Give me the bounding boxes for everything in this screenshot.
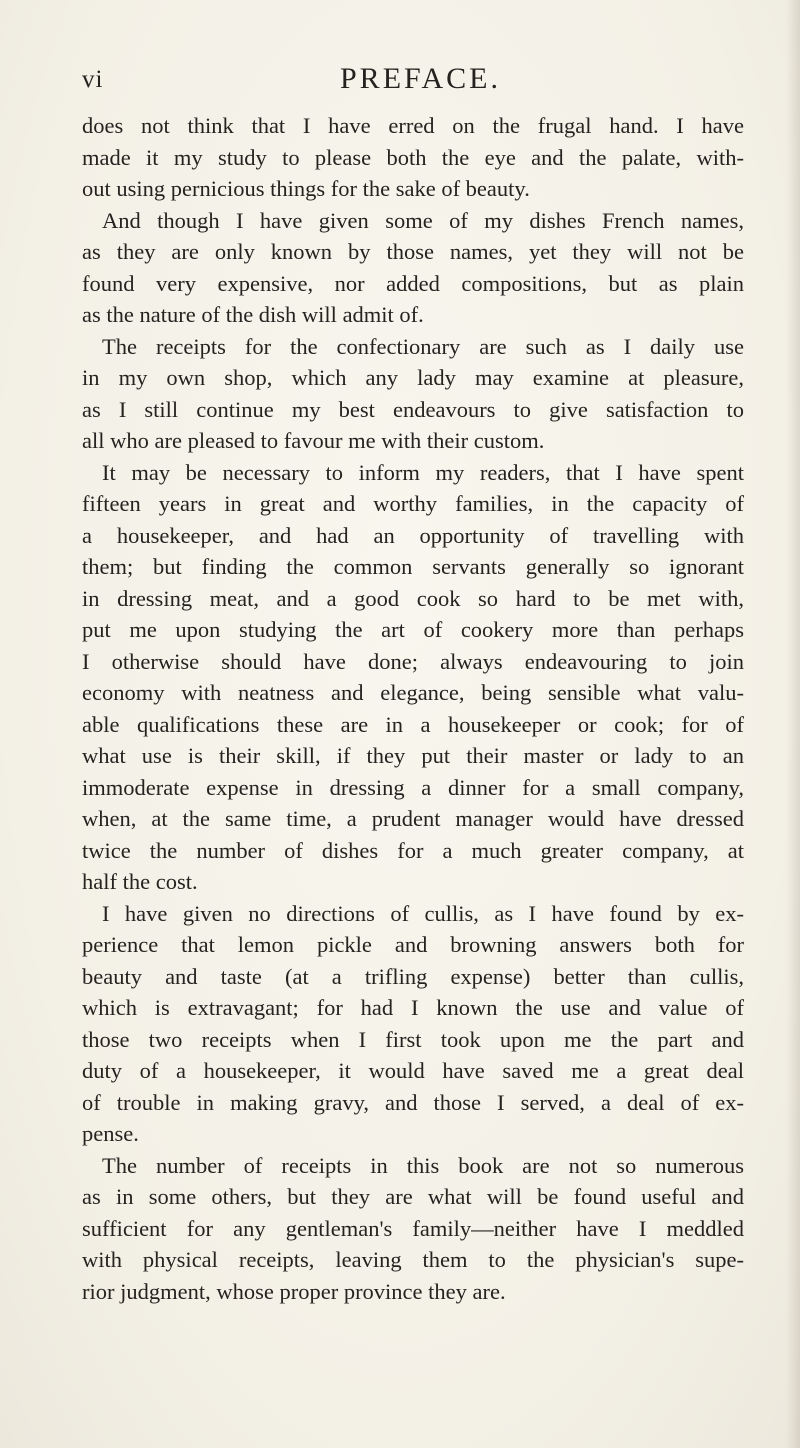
text-line: made it my study to please both the eye and the palate, with- [82,144,744,170]
text-line: as the nature of the dish will admit of. [82,302,424,327]
text-line: as they are only known by those names, yet they will not be [82,239,744,264]
text-line: in dressing meat, and a good cook so hard to be met with, [82,585,744,611]
text-line: of trouble in making gravy, and those I served, a deal of ex- [82,1089,744,1115]
text-line: put me upon studying the art of cookery more than perhaps [82,617,744,642]
text-line: duty of a housekeeper, it would have saved me a great deal [82,1058,744,1083]
running-head [82,62,742,102]
text-line: I have given no directions of cullis, as I have found by ex- [102,900,744,926]
text-line: fifteen years in great and worthy families, in the capacity of [82,491,744,516]
text-line: what use is their skill, if they put their master or lady to an [82,743,744,768]
text-line: them; but finding the common servants generally so ignorant [82,554,744,579]
text-line: able qualifications these are in a housekeeper or cook; for of [82,711,744,737]
text-line: pense. [82,1121,139,1146]
text-line: sufficient for any gentleman's family—neither have I meddled [82,1215,744,1241]
text-line: found very expensive, nor added compositions, but as plain [82,270,744,296]
text-line: beauty and taste (at a trifling expense) better than cullis, [82,963,744,989]
text-line: The number of receipts in this book are not so numerous [102,1152,744,1178]
text-line: economy with neatness and elegance, being sensible what valu- [82,680,744,705]
text-line: in my own shop, which any lady may examine at pleasure, [82,365,744,390]
text-line: which is extravagant; for had I known the use and value of [82,995,744,1020]
text-line: as in some others, but they are what will be found useful and [82,1184,744,1209]
text-line: half the cost. [82,869,198,894]
text-line: those two receipts when I first took upon me the part and [82,1026,744,1052]
text-line: I otherwise should have done; always endeavouring to join [82,648,744,674]
text-line: twice the number of dishes for a much greater company, at [82,837,744,863]
text-line: It may be necessary to inform my readers, that I have spent [102,459,744,485]
text-line: a housekeeper, and had an opportunity of travelling with [82,522,744,548]
text-line: does not think that I have erred on the frugal hand. I have [82,113,744,138]
running-title: PREFACE. [340,62,501,95]
text-line: And though I have given some of my dishes French names, [102,207,744,233]
text-line: as I still continue my best endeavours to give satisfaction to [82,396,744,422]
page-number: vi [82,66,104,93]
text-line: perience that lemon pickle and browning answers both for [82,932,744,957]
text-line: with physical receipts, leaving them to the physician's supe- [82,1247,744,1272]
text-line: immoderate expense in dressing a dinner for a small company, [82,774,744,800]
text-line: out using pernicious things for the sake of beauty. [82,176,530,201]
page-edge-shadow [786,0,800,1448]
text-line: rior judgment, whose proper province they are. [82,1278,506,1304]
preface-text [82,110,744,1307]
text-line: The receipts for the confectionary are such as I daily use [102,333,744,359]
text-line: all who are pleased to favour me with their custom. [82,428,545,453]
text-line: when, at the same time, a prudent manager would have dressed [82,806,744,831]
